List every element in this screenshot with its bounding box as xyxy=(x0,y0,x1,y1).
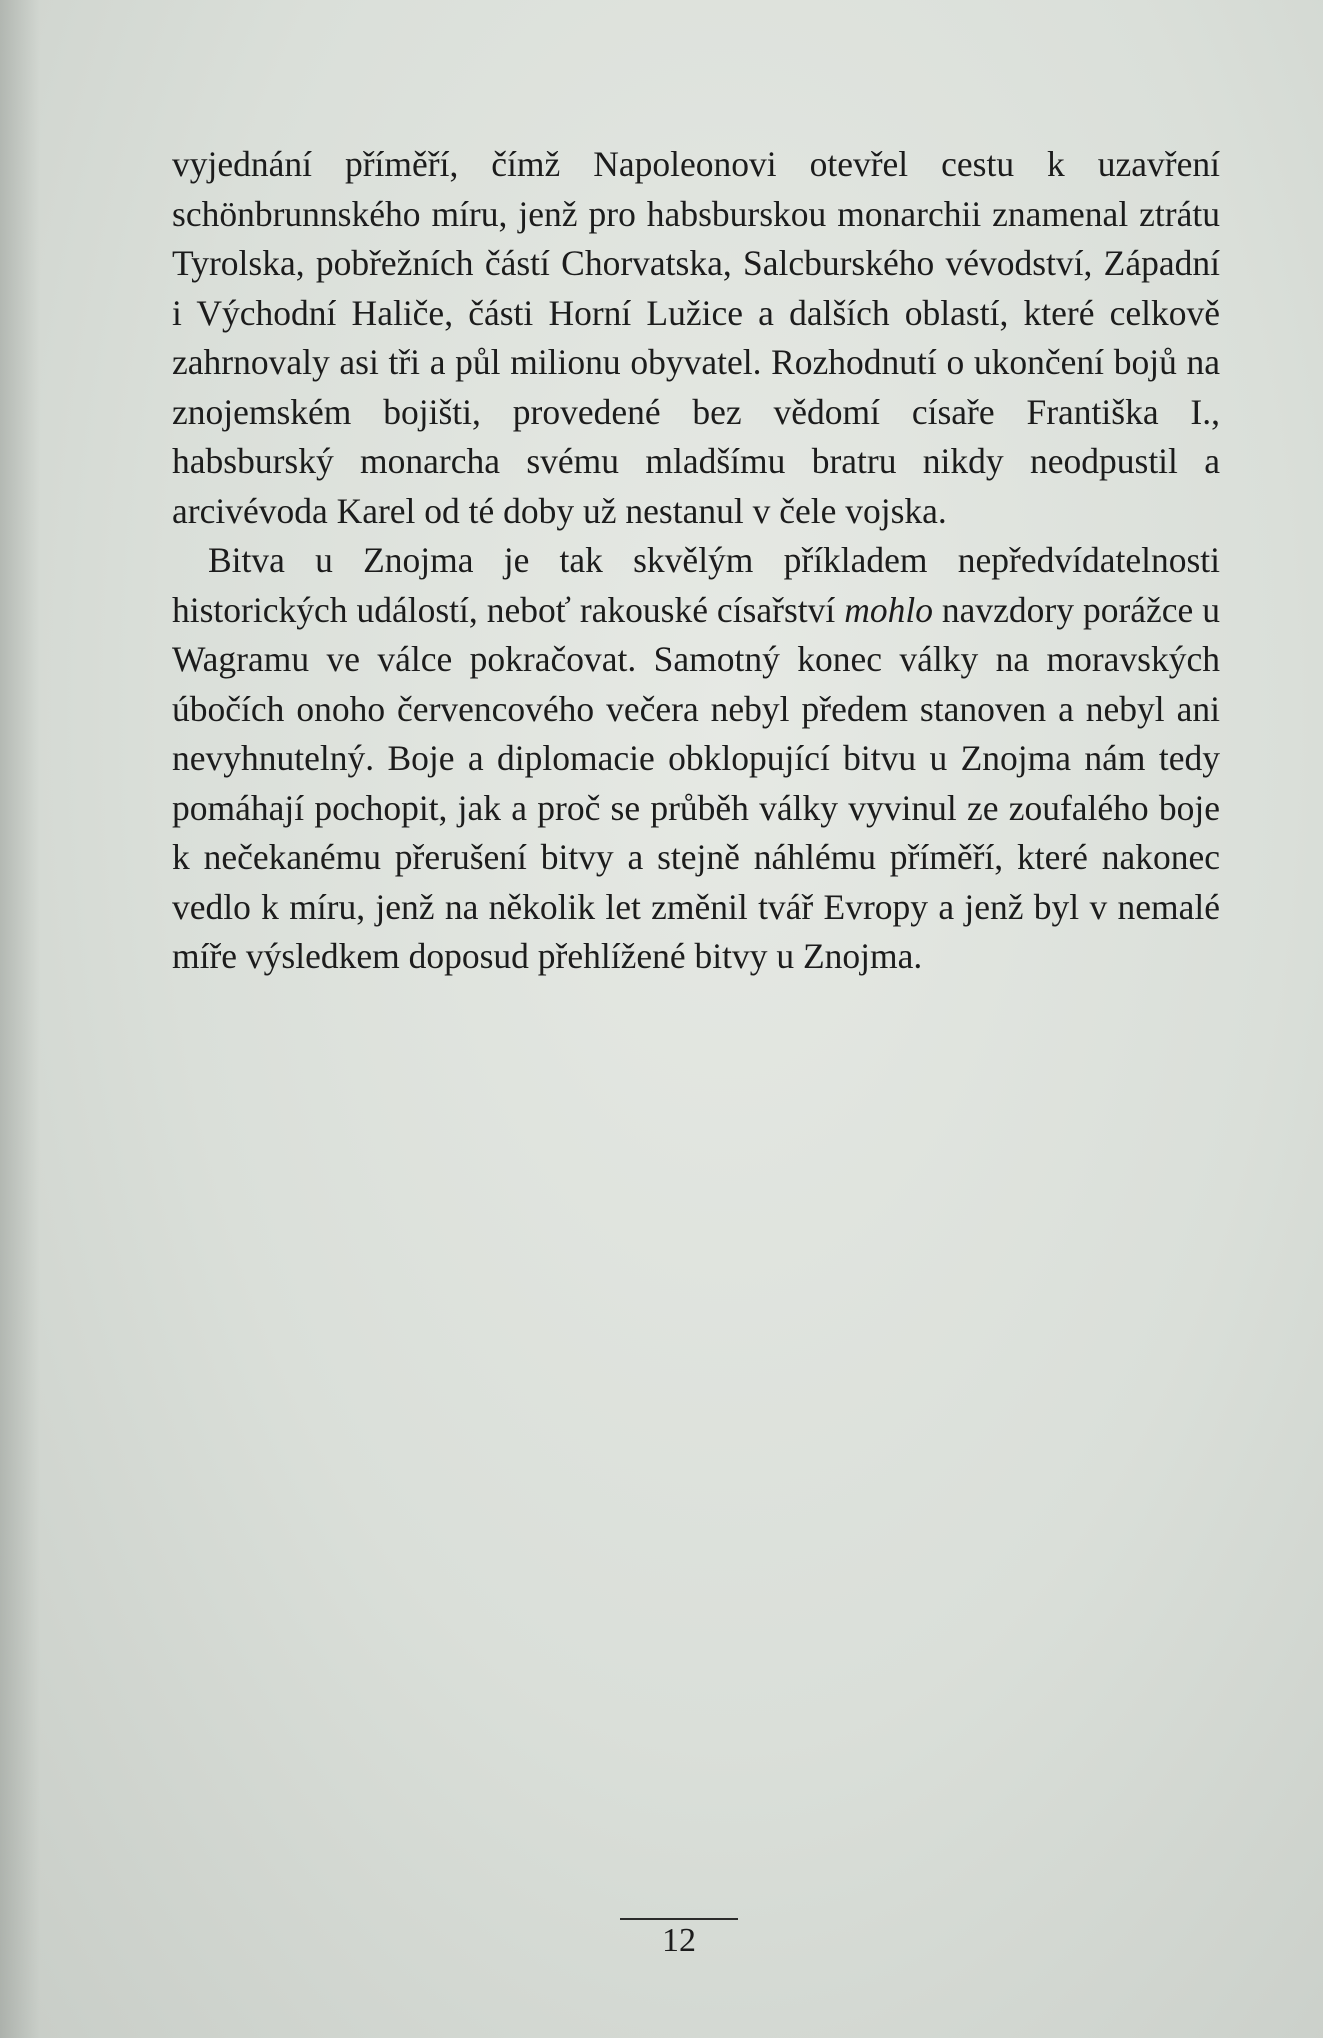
body-text xyxy=(172,140,1220,982)
paragraph-2-text-end: navzdory porážce u Wagramu ve válce pokračovat. Samotný konec války na moravských úbočích onoho červencového večera nebyl předem stanoven a nebyl ani nevyhnutelný. Boje a diplomacie obklopující bitvu u Znojma nám tedy pomáhají pochopit, jak a proč se průběh války vyvinul ze zoufalého boje k nečekanému přerušení bitvy a stejně náhlému příměří, které nakonec vedlo k míru, jenž na několik let změnil tvář Evropy a jenž byl v nemalé míře výsledkem doposud přehlížené bitvy u Znojma. xyxy=(172,589,1221,976)
page-number-rule xyxy=(620,1918,738,1920)
paragraph-2 xyxy=(172,536,1220,982)
paragraph-1 xyxy=(172,140,1220,536)
paragraph-1-text: vyjednání příměří, čímž Napoleonovi otevřel cestu k uzavření schönbrunnského míru, jenž pro habsburskou monarchii znamenal ztrátu Tyrolska, pobřežních částí Chorvatska, Salcburského vévodství, Západní i Východní Haliče, části Horní Lužice a dalších oblastí, které celkově zahrnovaly asi tři a půl milionu obyvatel. Rozhodnutí o ukončení bojů na znojemském bojišti, provedené bez vědomí císaře Františka I., habsburský monarcha svému mladšímu bratru nikdy neodpustil a arcivévoda Karel od té doby už nestanul v čele vojska. xyxy=(172,144,1220,531)
page-number: 12 xyxy=(662,1922,696,1959)
emphasized-word: mohlo xyxy=(844,589,933,630)
paragraph-2-text-start: Bitva u Znojma je tak skvělým příkladem nepředvídatelnosti historických událostí, neboť rakouské císařství xyxy=(172,540,1220,630)
